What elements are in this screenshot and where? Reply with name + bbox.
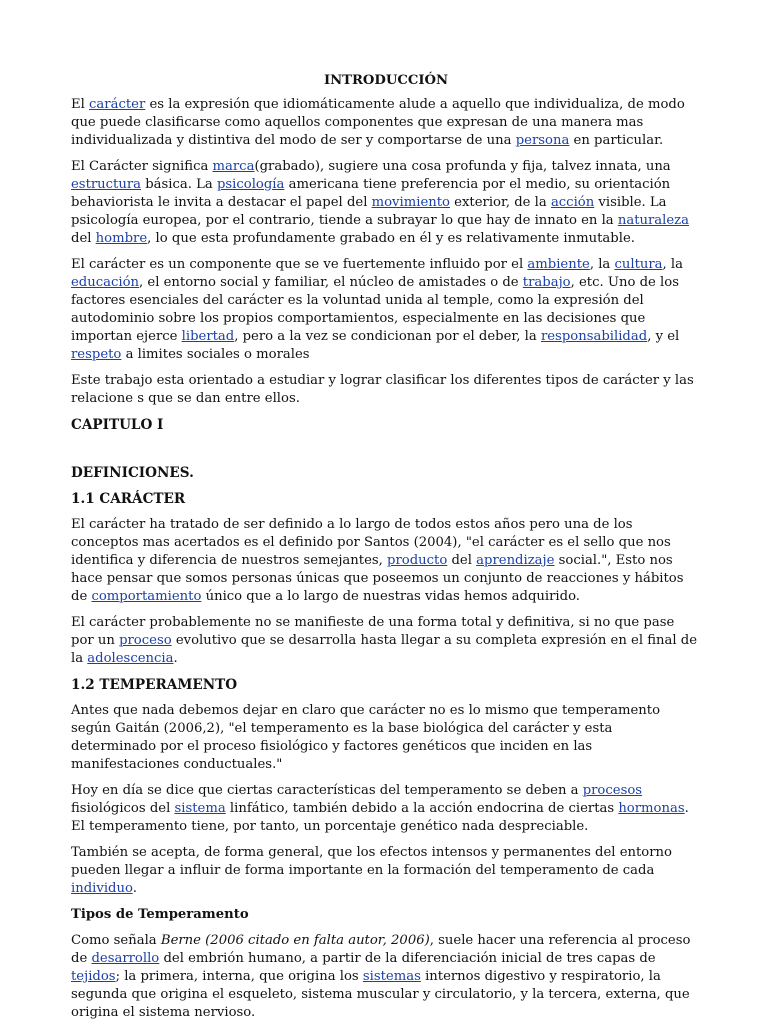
chapter-heading: CAPITULO I — [71, 417, 164, 433]
section-heading-temperamento: 1.2 TEMPERAMENTO — [71, 677, 238, 693]
text-run: a limites sociales o morales — [121, 347, 310, 362]
link-individuo[interactable]: individuo — [71, 881, 133, 896]
text-run: El carácter es un componente que se ve fuertemente influido por el — [71, 257, 528, 272]
text-run: Hoy en día se dice que ciertas características del temperamento se deben a — [71, 783, 583, 798]
text-run: , etc. Uno de los factores esenciales del carácter es la voluntad unida al temple, como la expresión del autodominio sobre los propios comportamientos, especialmente en las decisiones que importan ejerce — [71, 275, 679, 344]
link-estructura[interactable]: estructura — [71, 177, 142, 192]
text-run: El carácter probablemente no se manifieste de una forma total y definitiva, si no que pase por un — [71, 615, 675, 648]
link-persona[interactable]: persona — [515, 133, 570, 148]
text-run: ; la primera, interna, que origina los — [115, 969, 363, 984]
text-run: internos digestivo y respiratorio, la segunda que origina el esqueleto, sistema muscular y circulatorio, y la tercera, externa, que origina el sistema nervioso. — [71, 969, 690, 1020]
text-run: , el entorno social y familiar, el núcleo de amistades o de — [139, 275, 523, 290]
link-naturaleza[interactable]: naturaleza — [617, 213, 689, 228]
text-run: linfático, también debido a la acción endocrina de ciertas — [225, 801, 619, 816]
text-run: es la expresión que idiomáticamente alude a aquello que individualiza, de modo que puede clasificarse como aquellos componentes que expresan de una manera mas individualizada y distintiva del modo de ser y comportarse de una — [71, 97, 685, 148]
link-cultura[interactable]: cultura — [614, 257, 663, 272]
subheading-tipos: Tipos de Temperamento — [71, 907, 249, 922]
page-title: INTRODUCCIÓN — [323, 73, 449, 88]
text-run: , la — [589, 257, 615, 272]
link-tejidos[interactable]: tejidos — [71, 969, 116, 984]
text-run: , lo que esta profundamente grabado en él y es relativamente inmutable. — [147, 231, 635, 246]
text-run: , pero a la vez se condicionan por el deber, la — [234, 329, 541, 344]
text-run: del — [447, 553, 477, 568]
caracter-paragraph-1 — [71, 516, 701, 606]
link-psicología[interactable]: psicología — [216, 177, 285, 192]
link-adolescencia[interactable]: adolescencia — [87, 651, 174, 666]
link-acción[interactable]: acción — [550, 195, 595, 210]
text-run: del — [71, 231, 96, 246]
link-respeto[interactable]: respeto — [71, 347, 122, 362]
text-run: , suele hacer una referencia al proceso de — [71, 933, 691, 966]
document-page — [71, 62, 701, 1030]
link-proceso[interactable]: proceso — [119, 633, 172, 648]
link-ambiente[interactable]: ambiente — [527, 257, 590, 272]
text-run: , y el — [647, 329, 680, 344]
temperamento-paragraph-4 — [71, 932, 701, 1022]
link-carácter[interactable]: carácter — [89, 97, 146, 112]
text-run: El Carácter significa — [71, 159, 213, 174]
link-producto[interactable]: producto — [387, 553, 448, 568]
text-run: . El temperamento tiene, por tanto, un porcentaje genético nada despreciable. — [71, 801, 689, 834]
intro-paragraph-2 — [71, 158, 701, 248]
text-run: americana tiene preferencia por el medio, su orientación behaviorista le invita a destacar el papel del — [71, 177, 671, 210]
link-responsabilidad[interactable]: responsabilidad — [540, 329, 648, 344]
link-sistemas[interactable]: sistemas — [362, 969, 421, 984]
text-run: El — [71, 97, 90, 112]
caracter-paragraph-2 — [71, 614, 701, 668]
link-libertad[interactable]: libertad — [181, 329, 235, 344]
link-aprendizaje[interactable]: aprendizaje — [476, 553, 555, 568]
text-run: Este trabajo esta orientado a estudiar y lograr clasificar los diferentes tipos de carácter y las relacione s que se dan entre ellos. — [71, 373, 694, 406]
link-hormonas[interactable]: hormonas — [618, 801, 685, 816]
text-run: del embrión humano, a partir de la diferenciación inicial de tres capas de — [159, 951, 656, 966]
text-run: básica. La — [141, 177, 217, 192]
text-run: . — [132, 881, 137, 896]
text-run: Como señala — [71, 933, 161, 948]
italic-citation: Berne (2006 citado en falta autor, 2006) — [160, 933, 430, 948]
text-run: También se acepta, de forma general, que los efectos intensos y permanentes del entorno pueden llegar a influir de forma importante en la formación del temperamento de cada — [71, 845, 672, 878]
text-run: evolutivo que se desarrolla hasta llegar a su completa expresión en el final de la — [71, 633, 698, 666]
text-run: Antes que nada debemos dejar en claro que carácter no es lo mismo que temperamento según Gaitán (2006,2), "el temperamento es la base biológica del carácter y esta determinado por el proceso fisiológico y factores genéticos que inciden en las manifestaciones conductuales." — [71, 703, 661, 772]
text-run: único que a lo largo de nuestras vidas hemos adquirido. — [201, 589, 580, 604]
temperamento-paragraph-1 — [71, 702, 701, 774]
text-run: , la — [662, 257, 684, 272]
link-movimiento[interactable]: movimiento — [371, 195, 450, 210]
temperamento-paragraph-3 — [71, 844, 701, 898]
link-trabajo[interactable]: trabajo — [522, 275, 571, 290]
intro-paragraph-4 — [71, 372, 701, 408]
link-sistema[interactable]: sistema — [174, 801, 226, 816]
link-comportamiento[interactable]: comportamiento — [91, 589, 202, 604]
text-run: (grabado), sugiere una cosa profunda y fija, talvez innata, una — [254, 159, 671, 174]
intro-paragraph-3 — [71, 256, 701, 364]
link-educación[interactable]: educación — [71, 275, 140, 290]
link-desarrollo[interactable]: desarrollo — [91, 951, 160, 966]
text-run: fisiológicos del — [71, 801, 175, 816]
link-marca[interactable]: marca — [212, 159, 255, 174]
intro-paragraph-1 — [71, 96, 701, 150]
text-run: en particular. — [569, 133, 664, 148]
definitions-heading: DEFINICIONES. — [71, 465, 194, 481]
section-heading-caracter: 1.1 CARÁCTER — [71, 491, 186, 507]
text-run: social.", Esto nos hace pensar que somos personas únicas que poseemos un conjunto de reacciones y hábitos de — [71, 553, 684, 604]
text-run: exterior, de la — [449, 195, 551, 210]
text-run: visible. La psicología europea, por el contrario, tiende a subrayar lo que hay de innato en la — [71, 195, 667, 228]
link-hombre[interactable]: hombre — [95, 231, 148, 246]
text-run: El carácter ha tratado de ser definido a lo largo de todos estos años pero una de los conceptos mas acertados es el definido por Santos (2004), "el carácter es el sello que nos identifica y diferencia de nuestros semejantes, — [71, 517, 671, 568]
link-procesos[interactable]: procesos — [582, 783, 643, 798]
text-run: . — [173, 651, 178, 666]
temperamento-paragraph-2 — [71, 782, 701, 836]
